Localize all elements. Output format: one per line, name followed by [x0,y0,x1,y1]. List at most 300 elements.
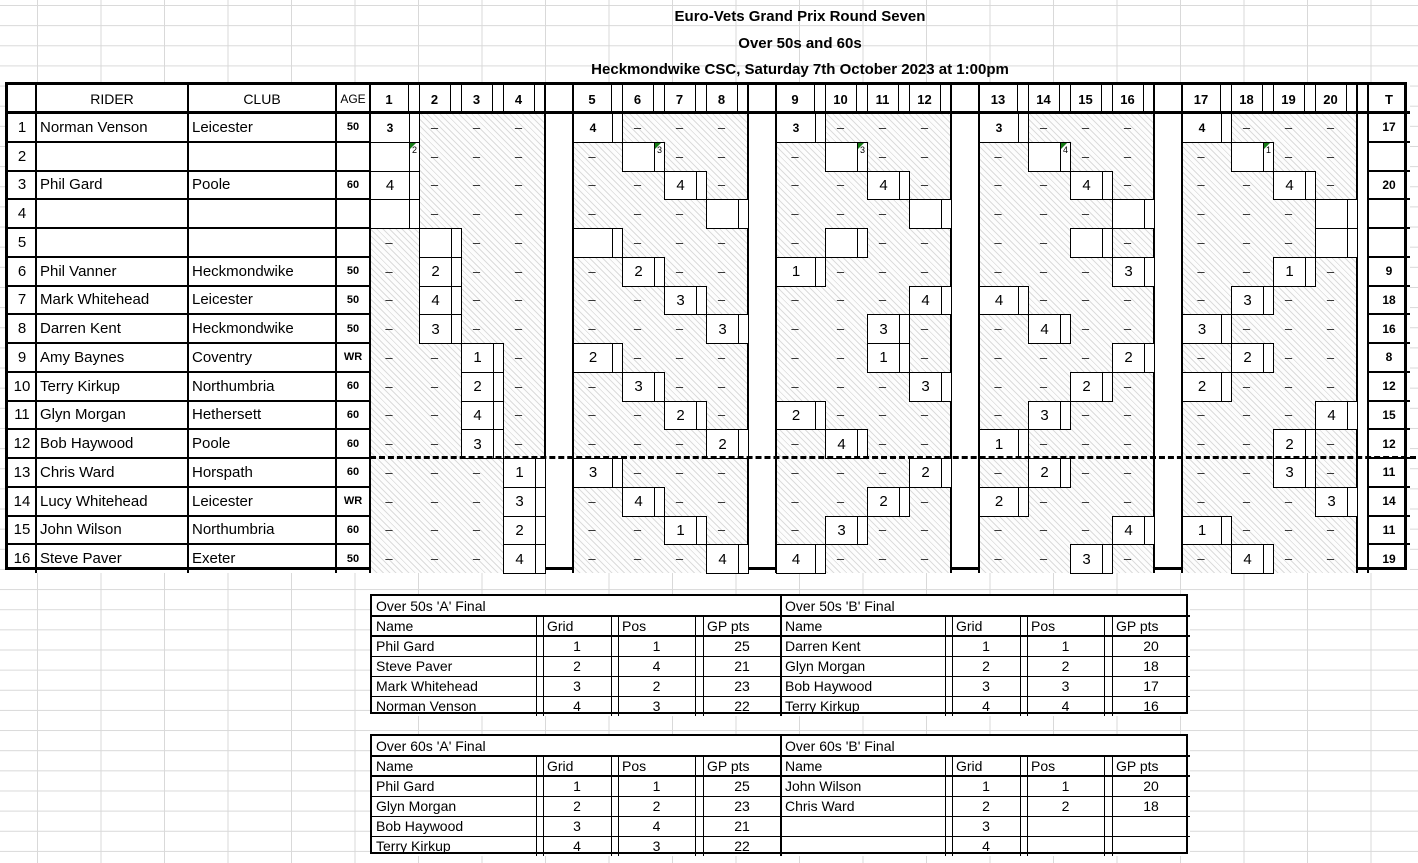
heat-result-cell[interactable] [503,516,546,546]
rider-name-cell[interactable]: Norman Venson [40,118,148,136]
heat-dash-cell[interactable]: – [472,206,481,222]
heat-dash-cell[interactable]: – [472,234,481,250]
final-name-cell[interactable]: Phil Gard [376,638,435,654]
heat-dash-cell[interactable]: – [1081,321,1090,337]
heat-dash-cell[interactable]: – [1039,349,1048,365]
heat-dash-cell[interactable]: – [791,349,799,365]
heat-dash-cell[interactable]: – [717,292,726,308]
heat-dash-cell[interactable]: – [1039,436,1048,452]
heat-dash-cell[interactable]: – [1123,378,1132,394]
heat-dash-cell[interactable]: – [717,522,726,538]
row-number-cell[interactable]: 4 [17,205,27,223]
heat-dash-cell[interactable]: – [717,177,726,193]
final-gppts-cell[interactable]: 17 [1143,678,1159,694]
heat-dash-cell[interactable]: – [994,378,1002,394]
row-number-cell[interactable]: 13 [13,463,31,481]
rider-name-cell[interactable]: Mark Whitehead [40,291,150,309]
heat-dash-cell[interactable]: – [1284,234,1293,250]
heat-dash-cell[interactable]: – [1197,464,1205,480]
club-cell[interactable]: Leicester [192,118,253,136]
heat-dash-cell[interactable]: – [920,349,929,365]
club-cell[interactable]: Coventry [192,348,253,366]
heat-number-header[interactable]: 3 [472,91,481,107]
heat-dash-cell[interactable]: – [588,292,596,308]
heat-dash-cell[interactable]: – [633,436,642,452]
heat-dash-cell[interactable]: – [588,493,596,509]
heat-dash-cell[interactable]: – [920,148,929,164]
heat-dash-cell[interactable]: – [1039,177,1048,193]
final-gppts-cell[interactable]: 20 [1143,778,1159,794]
heat-number-header[interactable]: 18 [1239,91,1254,107]
total-cell[interactable]: 9 [1385,264,1393,279]
heat-result-cell[interactable] [461,429,504,459]
age-cell[interactable]: 50 [346,293,360,306]
heat-dash-cell[interactable]: – [1284,321,1293,337]
heat-dash-cell[interactable]: – [1326,551,1335,567]
heat-number-header[interactable]: 7 [675,91,684,107]
age-cell[interactable]: 60 [346,523,360,536]
heat-dash-cell[interactable]: – [836,292,845,308]
final-pos-cell[interactable]: 1 [1061,778,1070,794]
heat-dash-cell[interactable]: – [588,407,596,423]
final-col-header-pos[interactable]: Pos [1031,618,1056,634]
heat-dash-cell[interactable]: – [430,464,439,480]
final-grid-cell[interactable]: 4 [982,698,990,714]
total-cell[interactable]: 20 [1382,177,1396,192]
heat-dash-cell[interactable]: – [1123,436,1132,452]
heat-result-cell[interactable] [622,257,665,287]
final-grid-cell[interactable]: 4 [573,698,581,714]
heat-dash-cell[interactable]: – [836,551,845,567]
heat-dash-cell[interactable]: – [675,321,684,337]
rider-name-cell[interactable]: Phil Gard [40,176,103,194]
heat-dash-cell[interactable]: – [994,263,1002,279]
heat-dash-cell[interactable]: – [1242,493,1251,509]
heat-dash-cell[interactable]: – [633,206,642,222]
heat-dash-cell[interactable]: – [1242,177,1251,193]
heat-dash-cell[interactable]: – [385,436,393,452]
heat-dash-cell[interactable]: – [1081,148,1090,164]
final-col-header-grid[interactable]: Grid [547,758,574,774]
heat-dash-cell[interactable]: – [994,464,1002,480]
heat-dash-cell[interactable]: – [1197,148,1205,164]
heat-result-cell[interactable] [909,372,952,402]
heat-dash-cell[interactable]: – [1123,493,1132,509]
heat-dash-cell[interactable]: – [836,119,845,135]
heat-dash-cell[interactable]: – [1123,292,1132,308]
age-cell[interactable]: 60 [346,466,360,479]
total-cell[interactable]: 8 [1385,350,1393,365]
heat-dash-cell[interactable]: – [1242,234,1251,250]
heat-empty-cell[interactable] [370,199,420,229]
final-name-cell[interactable]: Norman Venson [376,698,477,714]
heat-dash-cell[interactable]: – [675,551,684,567]
heat-dash-cell[interactable]: – [385,551,393,567]
heat-dash-cell[interactable]: – [430,551,439,567]
heat-dash-cell[interactable]: – [1123,234,1132,250]
age-cell[interactable] [336,199,370,228]
heat-dash-cell[interactable]: – [514,234,523,250]
final-pos-cell[interactable]: 3 [652,698,661,714]
heat-dash-cell[interactable]: – [717,378,726,394]
final-gppts-cell[interactable]: 22 [734,838,750,854]
heat-dash-cell[interactable]: – [1326,321,1335,337]
heat-dash-cell[interactable]: – [1284,148,1293,164]
heat-dash-cell[interactable]: – [836,464,845,480]
heat-dash-cell[interactable]: – [1039,522,1048,538]
heat-dash-cell[interactable]: – [1039,119,1048,135]
row-number-cell[interactable]: 12 [13,435,31,453]
total-cell[interactable] [1368,142,1410,171]
final-col-header-grid[interactable]: Grid [956,618,983,634]
club-cell[interactable]: Hethersett [192,406,262,424]
row-number-cell[interactable]: 10 [13,377,31,395]
rider-name-cell[interactable]: Phil Vanner [40,262,117,280]
heat-dash-cell[interactable]: – [791,493,799,509]
total-column-header[interactable]: T [1385,91,1393,107]
final-name-cell[interactable]: Bob Haywood [376,818,464,834]
heat-result-cell[interactable] [503,544,546,574]
row-number-cell[interactable]: 5 [17,233,27,251]
heat-dash-cell[interactable]: – [994,551,1002,567]
final-name-cell[interactable]: Chris Ward [785,798,855,814]
final-gppts-cell[interactable]: 22 [734,698,750,714]
heat-dash-cell[interactable]: – [836,493,845,509]
heat-dash-cell[interactable]: – [1081,292,1090,308]
heat-dash-cell[interactable]: – [878,378,887,394]
final-col-header-name[interactable]: Name [376,618,414,634]
heat-dash-cell[interactable]: – [1039,551,1048,567]
heat-dash-cell[interactable]: – [1242,263,1251,279]
heat-dash-cell[interactable]: – [920,177,929,193]
heat-result-cell[interactable] [1273,458,1316,488]
heat-dash-cell[interactable]: – [717,464,726,480]
rider-column-header[interactable]: RIDER [90,91,134,107]
rider-name-cell[interactable]: Bob Haywood [40,435,134,453]
final-gppts-cell[interactable]: 23 [734,678,750,694]
heat-empty-cell[interactable] [1028,142,1071,172]
heat-dash-cell[interactable]: – [430,177,439,193]
heat-dash-cell[interactable]: – [878,206,887,222]
final-gppts-cell[interactable]: 21 [734,818,750,834]
total-cell[interactable]: 11 [1382,465,1396,480]
heat-result-cell[interactable] [664,286,707,316]
final-gppts-cell[interactable] [1112,816,1190,836]
heat-number-header[interactable]: 12 [917,91,932,107]
heat-empty-cell[interactable] [1315,228,1358,258]
heat-result-cell[interactable] [419,314,462,344]
heat-result-cell[interactable] [706,314,749,344]
heat-dash-cell[interactable]: – [717,493,726,509]
heat-result-cell[interactable] [1070,171,1113,201]
heat-dash-cell[interactable]: – [791,378,799,394]
heat-empty-cell[interactable] [1231,142,1274,172]
heat-dash-cell[interactable]: – [1197,292,1205,308]
heat-dash-cell[interactable]: – [1242,522,1251,538]
heat-dash-cell[interactable]: – [994,407,1002,423]
rider-name-cell[interactable]: Steve Paver [40,550,122,568]
heat-number-header[interactable]: 10 [833,91,848,107]
heat-dash-cell[interactable]: – [430,378,439,394]
heat-dash-cell[interactable]: – [878,263,887,279]
heat-dash-cell[interactable]: – [1242,321,1251,337]
heat-result-cell[interactable] [706,544,749,574]
row-number-cell[interactable]: 15 [13,521,31,539]
heat-dash-cell[interactable]: – [920,522,929,538]
final-col-header-gp[interactable]: GP pts [707,618,750,634]
heat-dash-cell[interactable]: – [878,292,887,308]
heat-dash-cell[interactable]: – [1326,378,1335,394]
final-grid-cell[interactable]: 1 [573,778,581,794]
heat-result-cell[interactable] [1028,314,1071,344]
final-col-header-grid[interactable]: Grid [547,618,574,634]
heat-dash-cell[interactable]: – [1284,407,1293,423]
heat-number-header[interactable]: 11 [875,91,890,107]
final-col-header-gp[interactable]: GP pts [1116,758,1159,774]
heat-number-header[interactable]: 5 [588,91,596,107]
heat-result-cell[interactable] [1273,171,1316,201]
heat-result-cell[interactable] [1182,113,1232,143]
heat-dash-cell[interactable]: – [385,407,393,423]
final-col-header-pos[interactable]: Pos [622,618,647,634]
final-gppts-cell[interactable] [1112,836,1190,856]
heat-dash-cell[interactable]: – [675,148,684,164]
heat-result-cell[interactable] [1070,544,1113,574]
club-cell[interactable]: Leicester [192,492,253,510]
final-name-cell[interactable]: Glyn Morgan [376,798,457,814]
heat-dash-cell[interactable]: – [994,148,1002,164]
heat-number-header[interactable]: 19 [1281,91,1296,107]
heat-dash-cell[interactable]: – [1326,292,1335,308]
heat-dash-cell[interactable]: – [791,234,799,250]
heat-dash-cell[interactable]: – [588,263,596,279]
heat-dash-cell[interactable]: – [1081,263,1090,279]
heat-number-header[interactable]: 6 [633,91,642,107]
heat-dash-cell[interactable]: – [385,464,393,480]
rider-name-cell[interactable]: Amy Baynes [40,348,125,366]
heat-dash-cell[interactable]: – [472,493,481,509]
heat-dash-cell[interactable]: – [836,321,845,337]
age-cell[interactable] [336,142,370,171]
final-pos-cell[interactable]: 2 [1061,798,1070,814]
heat-empty-cell[interactable] [419,228,462,258]
heat-dash-cell[interactable]: – [675,349,684,365]
heat-dash-cell[interactable]: – [994,234,1002,250]
row-number-cell[interactable]: 7 [17,291,27,309]
heat-number-header[interactable]: 14 [1036,91,1051,107]
heat-dash-cell[interactable]: – [920,234,929,250]
heat-result-cell[interactable] [573,343,623,373]
heat-dash-cell[interactable]: – [1197,436,1205,452]
rider-name-cell[interactable]: John Wilson [40,521,122,539]
heat-dash-cell[interactable]: – [717,263,726,279]
total-cell[interactable]: 15 [1382,407,1396,422]
final-grid-cell[interactable]: 2 [982,658,990,674]
final-grid-cell[interactable]: 2 [573,658,581,674]
heat-dash-cell[interactable]: – [878,119,887,135]
heat-dash-cell[interactable]: – [920,263,929,279]
heat-dash-cell[interactable]: – [1039,292,1048,308]
heat-result-cell[interactable] [461,401,504,431]
heat-dash-cell[interactable]: – [1326,464,1335,480]
total-cell[interactable]: 12 [1382,436,1396,451]
final-name-cell[interactable]: Terry Kirkup [785,698,860,714]
heat-dash-cell[interactable]: – [791,148,799,164]
final-grid-cell[interactable]: 1 [982,638,990,654]
heat-dash-cell[interactable]: – [791,321,799,337]
heat-dash-cell[interactable]: – [1197,234,1205,250]
heat-dash-cell[interactable]: – [878,464,887,480]
heat-dash-cell[interactable]: – [1123,464,1132,480]
heat-dash-cell[interactable]: – [1326,263,1335,279]
heat-dash-cell[interactable]: – [1039,493,1048,509]
heat-dash-cell[interactable]: – [472,263,481,279]
heat-number-header[interactable]: 16 [1120,91,1135,107]
heat-dash-cell[interactable]: – [791,464,799,480]
heat-dash-cell[interactable]: – [1242,378,1251,394]
heat-dash-cell[interactable]: – [1081,464,1090,480]
heat-result-cell[interactable] [573,458,623,488]
row-number-cell[interactable]: 8 [17,320,27,338]
heat-dash-cell[interactable]: – [675,378,684,394]
heat-dash-cell[interactable]: – [633,292,642,308]
heat-result-cell[interactable] [370,171,420,201]
corner-header-cell[interactable] [8,85,36,113]
heat-dash-cell[interactable]: – [836,378,845,394]
club-cell[interactable] [192,199,332,228]
heat-dash-cell[interactable]: – [1242,436,1251,452]
heat-dash-cell[interactable]: – [472,292,481,308]
row-number-cell[interactable]: 16 [13,550,31,568]
club-cell[interactable] [192,228,332,257]
age-cell[interactable]: WR [343,351,363,364]
heat-result-cell[interactable] [825,516,868,546]
final-pos-cell[interactable] [1027,816,1104,836]
heat-dash-cell[interactable]: – [1081,349,1090,365]
heat-dash-cell[interactable]: – [514,292,523,308]
heat-dash-cell[interactable]: – [514,378,523,394]
age-cell[interactable] [336,228,370,257]
heat-dash-cell[interactable]: – [472,321,481,337]
heat-dash-cell[interactable]: – [472,551,481,567]
final-col-header-grid[interactable]: Grid [956,758,983,774]
heat-dash-cell[interactable]: – [1326,522,1335,538]
heat-number-header[interactable]: 15 [1078,91,1093,107]
heat-dash-cell[interactable]: – [385,378,393,394]
heat-result-cell[interactable] [664,516,707,546]
final-col-header-pos[interactable]: Pos [1031,758,1056,774]
heat-dash-cell[interactable]: – [920,119,929,135]
heat-result-cell[interactable] [1315,487,1358,517]
final-grid-cell[interactable]: 4 [573,838,581,854]
heat-result-cell[interactable] [461,343,504,373]
row-number-cell[interactable]: 3 [17,176,27,194]
age-cell[interactable]: 50 [346,121,360,134]
rider-name-cell[interactable] [40,142,184,171]
heat-dash-cell[interactable]: – [514,119,523,135]
heat-dash-cell[interactable]: – [514,177,523,193]
heat-dash-cell[interactable]: – [878,522,887,538]
age-cell[interactable]: 60 [346,380,360,393]
final-grid-cell[interactable]: 1 [982,778,990,794]
final-col-header-gp[interactable]: GP pts [1116,618,1159,634]
heat-result-cell[interactable] [664,401,707,431]
heat-dash-cell[interactable]: – [1123,551,1132,567]
heat-result-cell[interactable] [573,113,623,143]
final-name-cell[interactable]: Mark Whitehead [376,678,478,694]
heat-dash-cell[interactable]: – [1081,522,1090,538]
heat-dash-cell[interactable]: – [1197,407,1205,423]
heat-dash-cell[interactable]: – [514,321,523,337]
heat-dash-cell[interactable]: – [920,321,929,337]
final-col-header-gp[interactable]: GP pts [707,758,750,774]
final-pos-cell[interactable]: 4 [652,658,661,674]
heat-dash-cell[interactable]: – [430,119,439,135]
heat-dash-cell[interactable]: – [514,263,523,279]
heat-number-header[interactable]: 9 [791,91,799,107]
heat-result-cell[interactable] [909,286,952,316]
final-gppts-cell[interactable]: 20 [1143,638,1159,654]
heat-result-cell[interactable] [503,487,546,517]
club-cell[interactable]: Poole [192,435,231,453]
heat-dash-cell[interactable]: – [791,436,799,452]
age-cell[interactable]: 50 [346,322,360,335]
heat-dash-cell[interactable]: – [430,206,439,222]
heat-dash-cell[interactable]: – [1081,119,1090,135]
final-name-cell[interactable]: Steve Paver [376,658,453,674]
heat-dash-cell[interactable]: – [1284,378,1293,394]
heat-dash-cell[interactable]: – [633,407,642,423]
age-cell[interactable]: 50 [346,265,360,278]
heat-empty-cell[interactable] [370,142,420,172]
heat-result-cell[interactable] [867,171,910,201]
heat-dash-cell[interactable]: – [472,119,481,135]
final-gppts-cell[interactable]: 18 [1143,798,1159,814]
heat-dash-cell[interactable]: – [1242,206,1251,222]
heat-dash-cell[interactable]: – [1197,493,1205,509]
heat-dash-cell[interactable]: – [430,148,439,164]
final-grid-cell[interactable]: 1 [573,638,581,654]
final-pos-cell[interactable]: 2 [1061,658,1070,674]
heat-dash-cell[interactable]: – [633,464,642,480]
final-name-cell[interactable]: Bob Haywood [785,678,873,694]
row-number-cell[interactable]: 11 [14,406,30,424]
heat-dash-cell[interactable]: – [878,436,887,452]
heat-dash-cell[interactable]: – [717,407,726,423]
heat-dash-cell[interactable]: – [717,234,726,250]
heat-empty-cell[interactable] [1112,199,1155,229]
heat-dash-cell[interactable]: – [791,522,799,538]
heat-dash-cell[interactable]: – [1242,407,1251,423]
heat-dash-cell[interactable]: – [430,407,439,423]
heat-dash-cell[interactable]: – [385,263,393,279]
heat-dash-cell[interactable]: – [836,206,845,222]
heat-empty-cell[interactable] [825,228,868,258]
heat-result-cell[interactable] [622,372,665,402]
rider-name-cell[interactable]: Terry Kirkup [40,377,121,395]
heat-dash-cell[interactable]: – [675,206,684,222]
heat-dash-cell[interactable]: – [878,407,887,423]
final-name-cell[interactable]: Phil Gard [376,778,435,794]
final-gppts-cell[interactable]: 21 [734,658,750,674]
heat-result-cell[interactable] [979,113,1029,143]
club-cell[interactable]: Horspath [192,463,253,481]
heat-dash-cell[interactable]: – [588,551,596,567]
heat-dash-cell[interactable]: – [385,349,393,365]
heat-dash-cell[interactable]: – [1197,177,1205,193]
heat-dash-cell[interactable]: – [791,206,799,222]
heat-dash-cell[interactable]: – [1284,551,1293,567]
